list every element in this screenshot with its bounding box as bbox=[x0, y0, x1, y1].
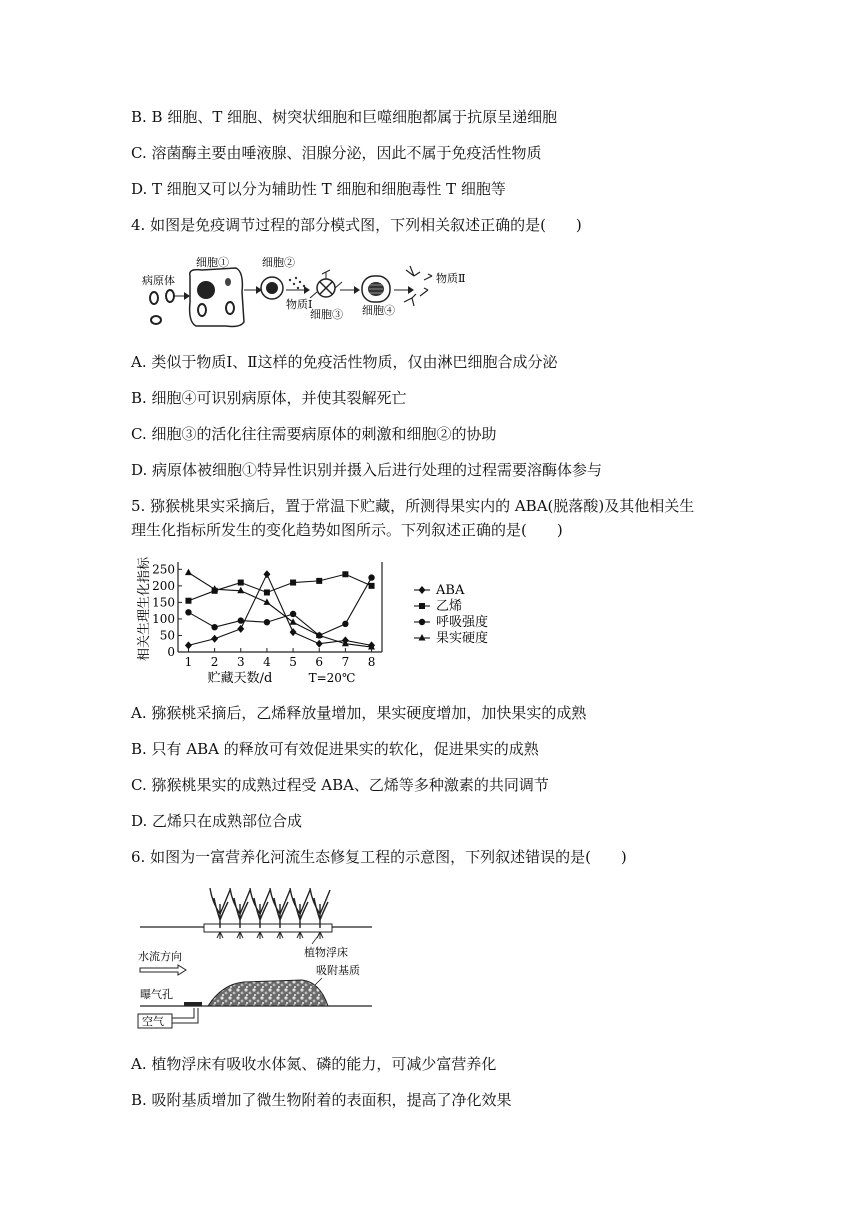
legend-label-2: 呼吸强度 bbox=[436, 615, 489, 630]
legend-label-0: ABA bbox=[436, 583, 465, 598]
cell1-shape bbox=[190, 268, 244, 327]
y-tick-label: 50 bbox=[159, 628, 175, 643]
pathogen-shapes bbox=[150, 290, 174, 324]
series-0-point bbox=[263, 570, 270, 578]
q3-option-d: D. T 细胞又可以分为辅助性 T 细胞和细胞毒性 T 细胞等 bbox=[131, 180, 506, 198]
legend-marker-1 bbox=[419, 603, 425, 609]
legend-marker-0 bbox=[419, 586, 426, 594]
aerator-label: 曝气孔 bbox=[140, 988, 173, 1001]
series-line-3 bbox=[188, 573, 371, 647]
q5-stem-line1: 5. 猕猴桃果实采摘后，置于常温下贮藏，所测得果实内的 ABA(脱落酸)及其他相关生 bbox=[131, 497, 695, 515]
series-0-point bbox=[316, 640, 323, 648]
series-1-point bbox=[369, 583, 375, 589]
x-tick-label: 1 bbox=[184, 655, 193, 669]
q4-stem: 4. 如图是免疫调节过程的部分模式图，下列相关叙述正确的是( ) bbox=[131, 216, 582, 234]
series-2-point bbox=[211, 624, 217, 630]
q4-option-c: C. 细胞③的活化往往需要病原体的刺激和细胞②的协助 bbox=[131, 425, 497, 443]
q4-option-b: B. 细胞④可识别病原体，并使其裂解死亡 bbox=[131, 389, 407, 407]
ripening-chart bbox=[130, 556, 530, 686]
q5-stem-line2: 理生化指标所发生的变化趋势如图所示。下列叙述正确的是( ) bbox=[131, 521, 563, 539]
x-tick-label: 3 bbox=[236, 655, 245, 669]
q4-option-d: D. 病原体被细胞①特异性识别并摄入后进行处理的过程需要溶酶体参与 bbox=[131, 461, 603, 479]
cell3-label: 细胞③ bbox=[310, 308, 343, 321]
float-bed-label: 植物浮床 bbox=[304, 946, 348, 959]
series-3-point bbox=[237, 587, 244, 594]
series-1-point bbox=[264, 589, 270, 595]
y-tick-label: 250 bbox=[152, 562, 175, 577]
series-2-point bbox=[368, 574, 374, 580]
q5-option-c: C. 猕猴桃果实的成熟过程受 ABA、乙烯等多种激素的共同调节 bbox=[131, 776, 549, 794]
y-axis-label: 相关生理生化指标 bbox=[137, 556, 152, 662]
series-0-point bbox=[290, 628, 297, 636]
series-3-point bbox=[290, 618, 297, 625]
series-1-point bbox=[185, 598, 191, 604]
substance2-label: 物质Ⅱ bbox=[436, 272, 466, 285]
substance1-label: 物质Ⅰ bbox=[286, 298, 313, 311]
series-2-point bbox=[185, 609, 191, 615]
aerator-hole bbox=[184, 1002, 202, 1006]
q6-stem: 6. 如图为一富营养化河流生态修复工程的示意图，下列叙述错误的是( ) bbox=[131, 848, 627, 866]
x-tick-label: 7 bbox=[341, 655, 350, 669]
x-tick-label: 8 bbox=[367, 655, 376, 669]
legend-label-1: 乙烯 bbox=[436, 599, 463, 614]
legend-label-3: 果实硬度 bbox=[436, 631, 489, 646]
flow-arrow-icon bbox=[140, 965, 186, 975]
q6-option-b: B. 吸附基质增加了微生物附着的表面积，提高了净化效果 bbox=[131, 1091, 512, 1109]
cell1-label: 细胞① bbox=[196, 256, 229, 269]
q5-option-a: A. 猕猴桃采摘后，乙烯释放量增加，果实硬度增加，加快果实的成熟 bbox=[131, 704, 587, 722]
series-2-point bbox=[342, 621, 348, 627]
series-1-point bbox=[316, 578, 322, 584]
series-1-point bbox=[238, 580, 244, 586]
q3-option-b: B. B 细胞、T 细胞、树突状细胞和巨噬细胞都属于抗原呈递细胞 bbox=[131, 108, 558, 126]
y-tick-label: 0 bbox=[167, 645, 175, 659]
series-2-point bbox=[238, 617, 244, 623]
cell4-label: 细胞④ bbox=[362, 304, 395, 317]
flow-label: 水流方向 bbox=[138, 950, 182, 963]
series-2-point bbox=[264, 619, 270, 625]
series-0-point bbox=[211, 635, 218, 643]
series-0-point bbox=[237, 625, 244, 633]
river-restoration-diagram bbox=[132, 884, 382, 1034]
antibody-shapes bbox=[404, 266, 432, 306]
x-tick-label: 5 bbox=[289, 655, 297, 669]
q6-option-a: A. 植物浮床有吸收水体氮、磷的能力，可减少富营养化 bbox=[131, 1055, 497, 1073]
air-label: 空气 bbox=[142, 1015, 164, 1028]
series-1-point bbox=[342, 571, 348, 577]
x-tick-label: 2 bbox=[210, 655, 219, 669]
series-1-point bbox=[290, 580, 296, 586]
x-tick-label: 4 bbox=[263, 655, 271, 669]
pathogen-label: 病原体 bbox=[142, 274, 175, 287]
legend-marker-2 bbox=[419, 619, 425, 625]
series-2-point bbox=[290, 611, 296, 617]
x-axis-label: 贮藏天数/d bbox=[207, 671, 273, 686]
series-3-point bbox=[185, 569, 192, 576]
x-tick-label: 6 bbox=[315, 655, 324, 669]
legend-marker-3 bbox=[419, 634, 426, 641]
roots bbox=[217, 932, 323, 939]
q4-option-a: A. 类似于物质Ⅰ、Ⅱ这样的免疫活性物质，仅由淋巴细胞合成分泌 bbox=[131, 353, 558, 371]
float-bed bbox=[204, 924, 332, 932]
substrate-label: 吸附基质 bbox=[316, 964, 360, 977]
q5-option-d: D. 乙烯只在成熟部位合成 bbox=[131, 812, 303, 830]
air-pipe bbox=[172, 1008, 198, 1023]
q5-option-b: B. 只有 ABA 的释放可有效促进果实的软化，促进果实的成熟 bbox=[131, 740, 539, 758]
plants bbox=[210, 888, 330, 928]
series-0-point bbox=[185, 641, 192, 649]
immune-diagram bbox=[140, 252, 480, 332]
series-line-1 bbox=[188, 574, 371, 600]
temperature-note: T=20℃ bbox=[308, 671, 356, 685]
cell2-label: 细胞② bbox=[262, 256, 295, 269]
y-tick-label: 150 bbox=[152, 595, 175, 610]
q3-option-c: C. 溶菌酶主要由唾液腺、泪腺分泌，因此不属于免疫活性物质 bbox=[131, 144, 542, 162]
series-line-0 bbox=[188, 574, 371, 645]
adsorption-substrate bbox=[208, 980, 328, 1006]
y-tick-label: 100 bbox=[152, 611, 175, 626]
y-tick-label: 200 bbox=[152, 578, 175, 593]
